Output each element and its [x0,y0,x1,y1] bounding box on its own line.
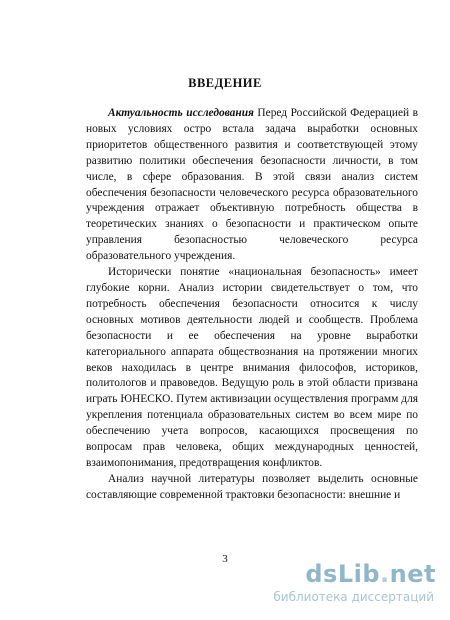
watermark-tagline: библиотека диссертаций [273,590,434,604]
paragraph-history: Исторически понятие «национальная безопасность» имеет глубокие корни. Анализ истории свидетельствует о том, что потребность обеспечения безопасности относится к числу основных мотивов деятельности людей и сообществ. Проблема безопасности и ее обеспечения на уровне выработки категориального аппарата обществознания на протяжении многих веков находилась в центре внимания философов, историков, политологов и правоведов. Ведущую роль в этой области призвана играть ЮНЕСКО. Путем активизации осуществления программ для укрепления потенциала образовательных систем во всем мире по обеспечению учета вопросов, касающихся просвещения по вопросам прав человека, общих международных ценностей, взаимопонимания, предотвращения конфликтов. [86,266,418,469]
page-title: ВВЕДЕНИЕ [188,76,262,90]
document-body [86,106,418,504]
watermark-logo-text: dsLib [305,560,381,588]
paragraph-analysis: Анализ научной литературы позволяет выделить основные составляющие современной трактовки безопасности: внешние и [86,472,418,501]
paragraph-text: Перед Российской Федерацией в новых условиях остро встала задача выработки основных приоритетов общественного развития и соответствующей этому развитию политики обеспечения безопасности личности, в том числе, в сфере образования. В этой связи анализ систем обеспечения безопасности человеческого ресурса образовательного учреждения отражает объективную потребность общества в теоретических знаниях о безопасности и практическом опыте управления безопасностью человеческого ресурса образовательного учреждения. [86,107,419,263]
watermark-logo-dot: . [380,560,390,588]
page-number: 3 [222,553,228,565]
watermark-logo-suffix: net [389,560,436,588]
paragraph-relevance [86,106,418,265]
watermark [246,560,436,610]
watermark-logo [305,560,436,588]
paragraph-lead: Актуальность исследования [108,107,254,119]
